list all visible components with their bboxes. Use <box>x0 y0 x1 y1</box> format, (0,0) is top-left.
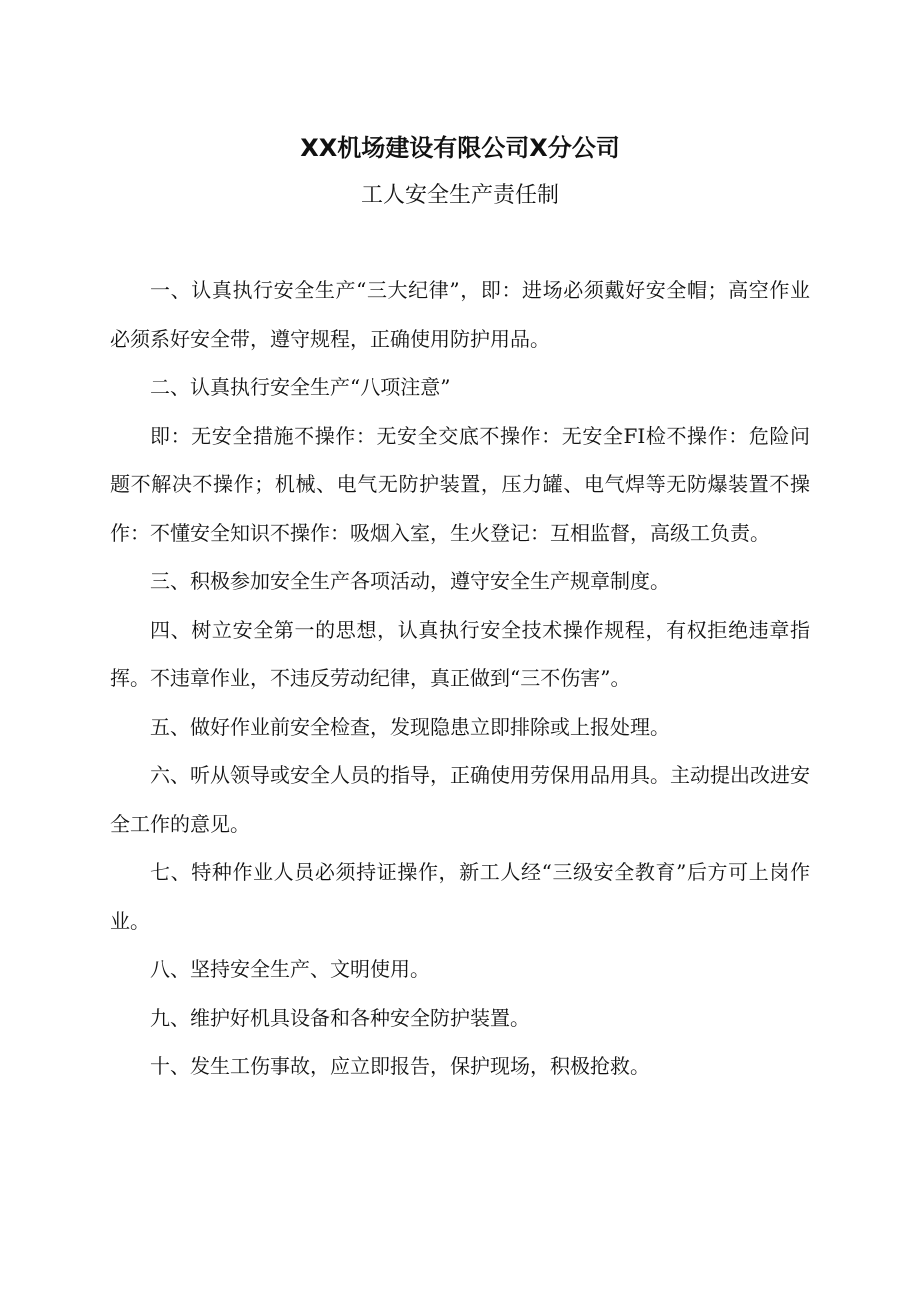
rule-paragraph-7: 七、特种作业人员必须持证操作，新工人经“三级安全教育”后方可上岗作业。 <box>110 860 810 933</box>
rule-paragraph-9: 九、维护好机具设备和各种安全防护装置。 <box>150 1005 530 1030</box>
rule-paragraph-3: 三、积极参加安全生产各项活动，遵守安全生产规章制度。 <box>150 569 670 593</box>
rule-paragraph-10: 十、发生工伤事故，应立即报告，保护现场，积极抢救。 <box>150 1054 650 1078</box>
rule-paragraph-8: 八、坚持安全生产、文明使用。 <box>150 957 430 981</box>
rule-paragraph-4: 四、树立安全第一的思想，认真执行安全技术操作规程，有权拒绝违章指挥。不违章作业，不违反劳动纪律，真正做到“三不伤害”。 <box>110 617 810 690</box>
rule-paragraph-6: 六、听从领导或安全人员的指导，正确使用劳保用品用具。主动提出改进安全工作的意见。 <box>110 763 810 836</box>
rule-paragraph-5: 五、做好作业前安全检查，发现隐患立即排除或上报处理。 <box>150 714 670 739</box>
rule-paragraph-1: 一、认真执行安全生产“三大纪律”，即：进场必须戴好安全帽；高空作业必须系好安全带，遵守规程，正确使用防护用品。 <box>110 278 810 351</box>
rule-paragraph-2-detail: 即：无安全措施不操作：无安全交底不操作：无安全FI检不操作：危险问题不解决不操作；机械、电气无防护装置，压力罐、电气焊等无防爆装置不操作：不懂安全知识不操作：吸烟入室，生火登记：互相监督，高级工负责。 <box>110 423 810 545</box>
document-title-subject: 工人安全生产责任制 <box>360 183 559 208</box>
rule-paragraph-2: 二、认真执行安全生产“八项注意” <box>150 375 451 399</box>
document-title-company: XX机场建设有限公司X分公司 <box>300 134 620 162</box>
document-body <box>110 266 810 1091</box>
